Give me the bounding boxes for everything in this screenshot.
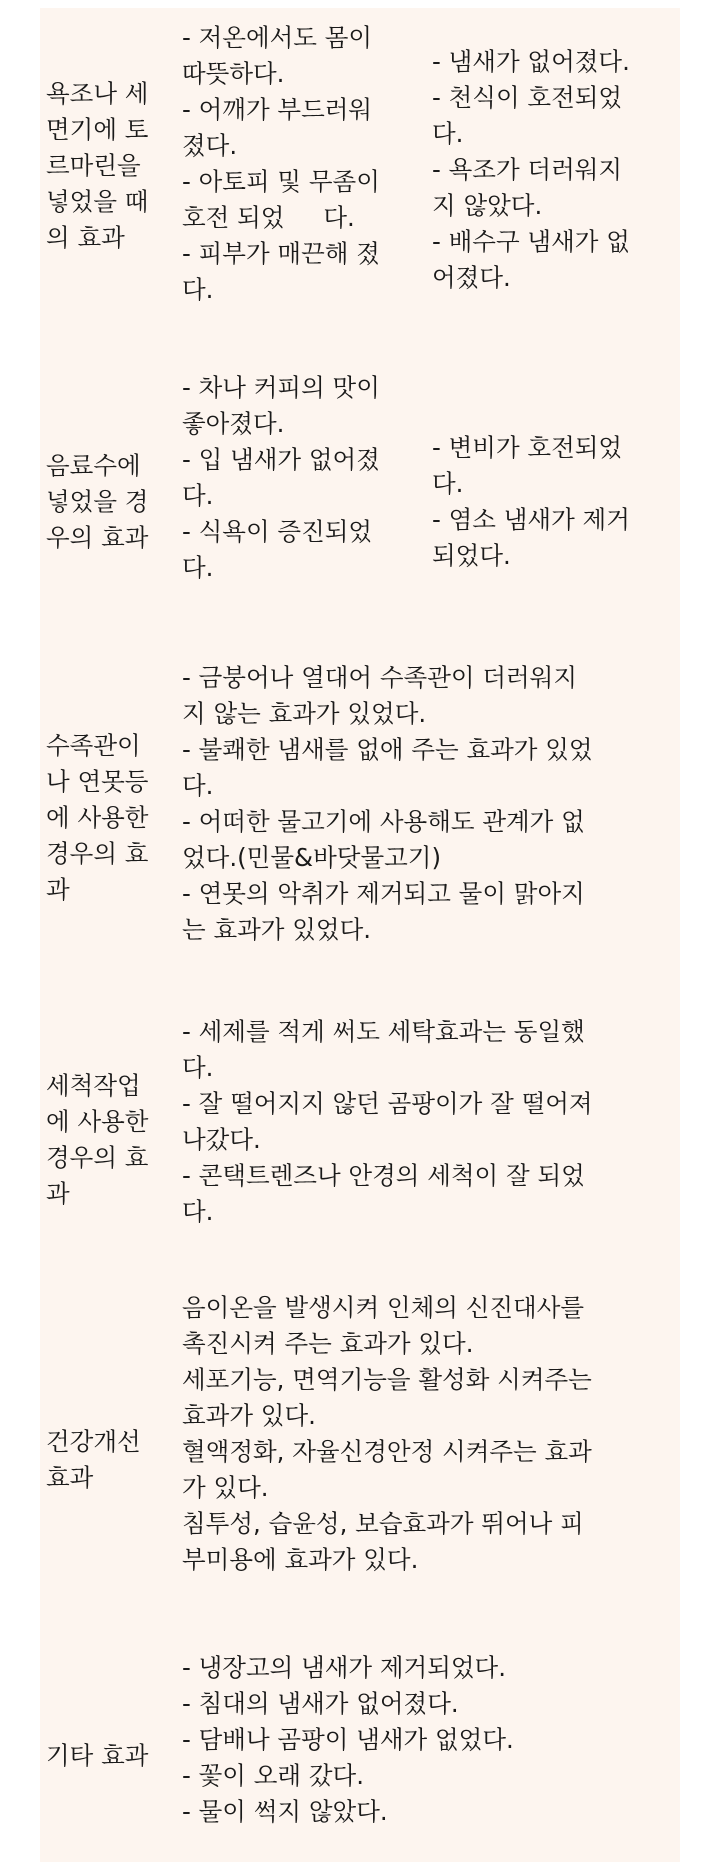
text-line: - 냄새가 없어졌다. — [432, 47, 630, 76]
text-line: 좋아졌다. — [182, 409, 285, 438]
text-line: 되었다. — [432, 541, 511, 570]
label-line: 세척작업 — [46, 1071, 141, 1100]
row-label-bath — [46, 76, 176, 256]
text-line: 음이온을 발생시켜 인체의 신진대사를 — [182, 1293, 585, 1322]
text-line: - 연못의 악취가 제거되고 물이 맑아지 — [182, 879, 585, 908]
text-line: - 세제를 적게 써도 세탁효과는 동일했 — [182, 1017, 585, 1046]
text-line: - 차나 커피의 맛이 — [182, 373, 380, 402]
text-line: 다. — [182, 481, 214, 510]
text-line: 혈액정화, 자율신경안정 시켜주는 효과 — [182, 1437, 592, 1466]
label-line: 넣었을 경 — [46, 487, 149, 516]
text-line: 다. — [432, 469, 464, 498]
text-line: 호전 되었 다. — [182, 203, 355, 232]
text-line: - 천식이 호전되었 — [432, 83, 623, 112]
text-line: - 욕조가 더러워지 — [432, 155, 623, 184]
table-row — [40, 1640, 680, 1862]
aquarium-effects — [182, 660, 676, 948]
text-line: 다. — [182, 1053, 214, 1082]
text-line: 촉진시켜 주는 효과가 있다. — [182, 1329, 474, 1358]
row-label-beverage — [46, 448, 176, 556]
label-line: 수족관이 — [46, 731, 141, 760]
table-row — [40, 1272, 680, 1640]
label-line: 기타 효과 — [46, 1741, 149, 1770]
text-line: 따뜻하다. — [182, 59, 285, 88]
other-effects — [182, 1650, 676, 1830]
label-line: 경우의 효 — [46, 839, 149, 868]
text-line: 다. — [182, 275, 214, 304]
text-line: 다. — [182, 771, 214, 800]
text-line: 어졌다. — [432, 263, 511, 292]
label-line: 에 사용한 — [46, 803, 149, 832]
text-line: 효과가 있다. — [182, 1401, 316, 1430]
label-line: 욕조나 세 — [46, 79, 149, 108]
label-line: 효과 — [46, 1463, 94, 1492]
label-line: 과 — [46, 1179, 70, 1208]
text-line: - 꽃이 오래 갔다. — [182, 1761, 364, 1790]
text-line: - 잘 떨어지지 않던 곰팡이가 잘 떨어져 — [182, 1089, 593, 1118]
beverage-effects-left — [182, 370, 454, 586]
text-line: - 콘택트렌즈나 안경의 세척이 잘 되었 — [182, 1161, 585, 1190]
text-line: - 배수구 냄새가 없 — [432, 227, 630, 256]
text-line: - 식욕이 증진되었 — [182, 517, 373, 546]
label-line: 르마린을 — [46, 151, 141, 180]
label-line: 나 연못등 — [46, 767, 149, 796]
table-row — [40, 352, 680, 640]
label-line: 면기에 토 — [46, 115, 149, 144]
text-line: 지 않는 효과가 있었다. — [182, 699, 427, 728]
text-line: - 물이 썩지 않았다. — [182, 1797, 388, 1826]
table-row — [40, 8, 680, 352]
label-line: 우의 효과 — [46, 523, 149, 552]
text-line: - 냉장고의 냄새가 제거되었다. — [182, 1653, 506, 1682]
text-line: - 저온에서도 몸이 — [182, 23, 373, 52]
text-line: 졌다. — [182, 131, 238, 160]
text-line: - 어떠한 물고기에 사용해도 관계가 없 — [182, 807, 585, 836]
effects-table — [40, 8, 680, 1862]
text-line: 었다.(민물&바닷물고기) — [182, 843, 442, 872]
row-label-aquarium — [46, 728, 176, 908]
label-line: 건강개선 — [46, 1427, 141, 1456]
bath-effects-right — [432, 44, 680, 296]
text-line: 지 않았다. — [432, 191, 543, 220]
label-line: 에 사용한 — [46, 1107, 149, 1136]
text-line: 나갔다. — [182, 1125, 261, 1154]
text-line: 세포기능, 면역기능을 활성화 시켜주는 — [182, 1365, 592, 1394]
text-line: - 불쾌한 냄새를 없애 주는 효과가 있었 — [182, 735, 593, 764]
label-line: 의 효과 — [46, 223, 125, 252]
text-line: 는 효과가 있었다. — [182, 915, 372, 944]
table-row — [40, 640, 680, 1000]
beverage-effects-right — [432, 430, 680, 574]
text-line: - 담배나 곰팡이 냄새가 없었다. — [182, 1725, 514, 1754]
health-effects — [182, 1290, 676, 1578]
row-label-other — [46, 1738, 176, 1774]
washing-effects — [182, 1014, 676, 1230]
text-line: 가 있다. — [182, 1473, 269, 1502]
text-line: 부미용에 효과가 있다. — [182, 1545, 419, 1574]
text-line: - 금붕어나 열대어 수족관이 더러워지 — [182, 663, 577, 692]
text-line: - 염소 냄새가 제거 — [432, 505, 630, 534]
row-label-health — [46, 1424, 176, 1496]
row-label-washing — [46, 1068, 176, 1212]
label-line: 과 — [46, 875, 70, 904]
text-line: - 변비가 호전되었 — [432, 433, 623, 462]
text-line: - 침대의 냄새가 없어졌다. — [182, 1689, 459, 1718]
label-line: 음료수에 — [46, 451, 141, 480]
text-line: - 입 냄새가 없어졌 — [182, 445, 380, 474]
label-line: 경우의 효 — [46, 1143, 149, 1172]
text-line: 침투성, 습윤성, 보습효과가 뛰어나 피 — [182, 1509, 584, 1538]
table-row — [40, 1000, 680, 1272]
label-line: 넣었을 때 — [46, 187, 149, 216]
text-line: 다. — [182, 1197, 214, 1226]
text-line: - 어깨가 부드러워 — [182, 95, 373, 124]
text-line: 다. — [182, 553, 214, 582]
bath-effects-left — [182, 20, 454, 308]
text-line: - 피부가 매끈해 졌 — [182, 239, 380, 268]
text-line: 다. — [432, 119, 464, 148]
text-line: - 아토피 및 무좀이 — [182, 167, 380, 196]
